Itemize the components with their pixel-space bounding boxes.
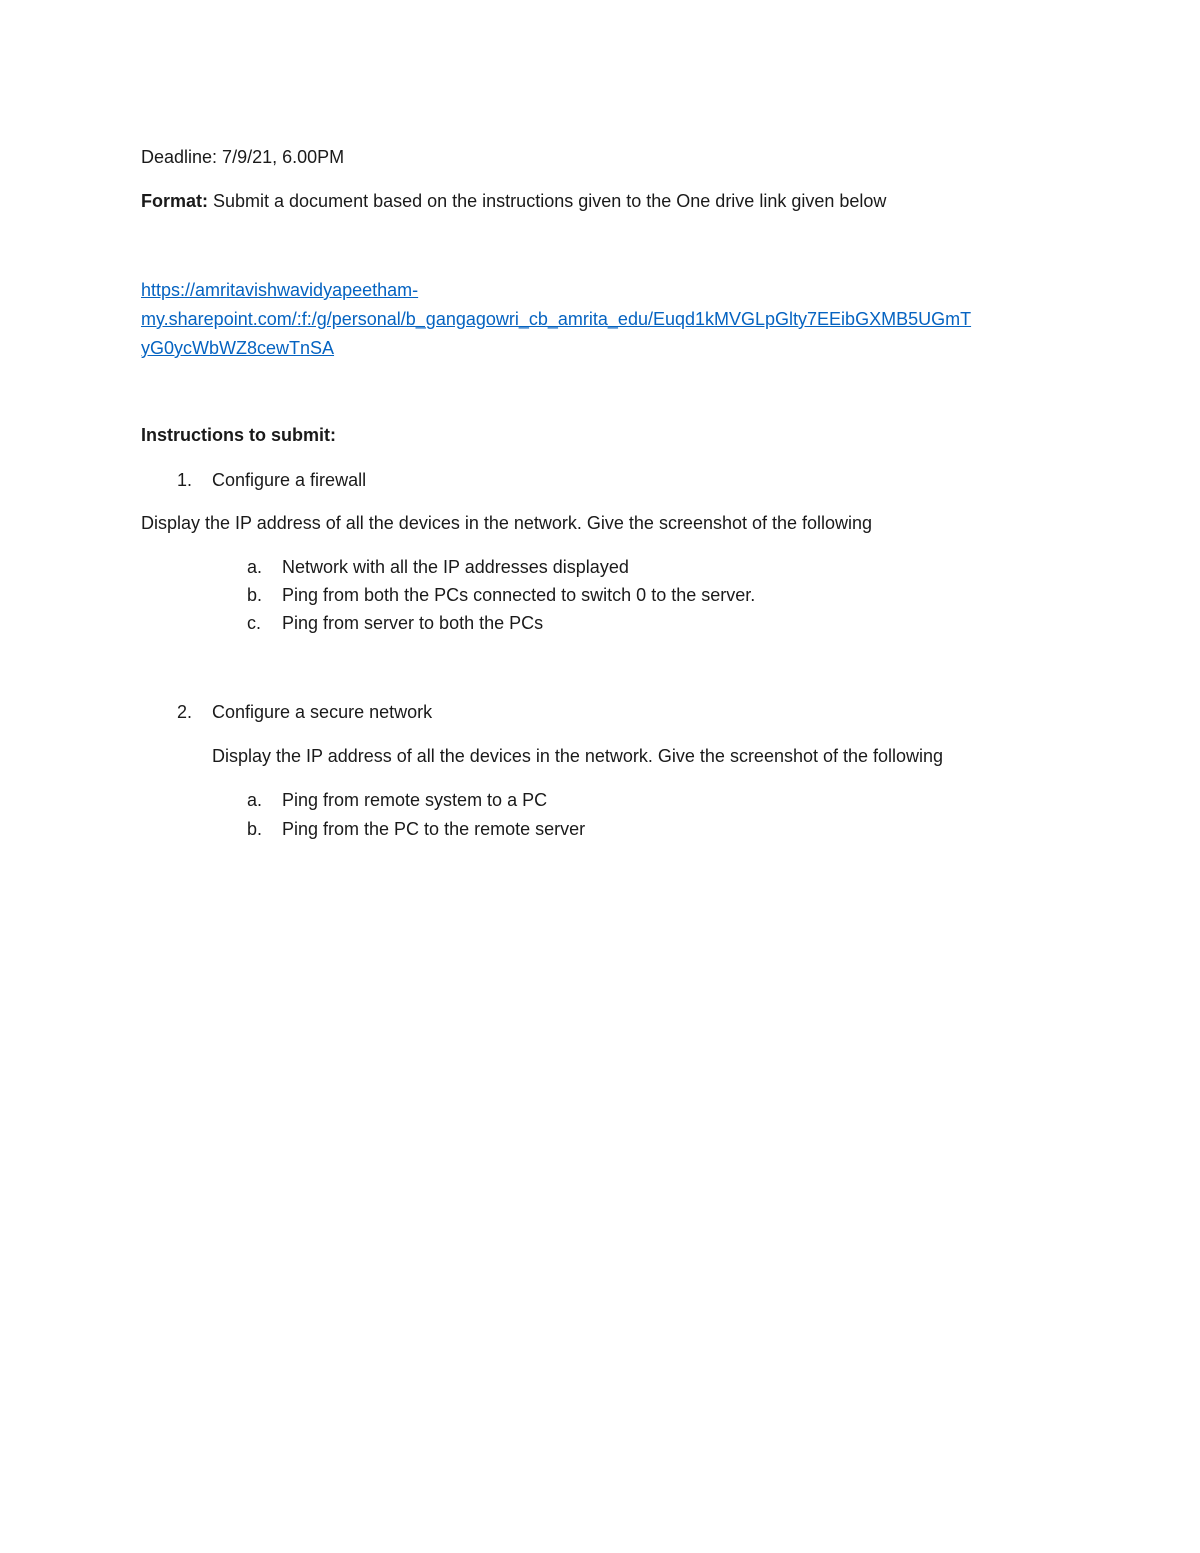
onedrive-link-line-1[interactable]: https://amritavishwavidyapeetham- <box>141 280 419 300</box>
list-item-marker: b. <box>247 585 263 605</box>
instructions-heading: Instructions to submit: <box>141 425 336 445</box>
onedrive-link-line-2[interactable]: my.sharepoint.com/:f:/g/personal/b_gangagowri_cb_amrita_edu/Euqd1kMVGLpGlty7EEibGXMB5UGmT <box>141 309 972 329</box>
list-item-marker: a. <box>247 790 263 810</box>
list-item-marker: a. <box>247 557 263 577</box>
onedrive-link-line-3[interactable]: yG0ycWbWZ8cewTnSA <box>141 338 335 358</box>
format-label: Format: <box>141 191 208 211</box>
list-item: Ping from server to both the PCs <box>282 613 544 633</box>
section-2-description: Display the IP address of all the devices in the network. Give the screenshot of the following <box>212 746 944 766</box>
list-item-marker: b. <box>247 819 263 839</box>
section-1-title: Configure a firewall <box>212 470 367 490</box>
section-1-description: Display the IP address of all the devices in the network. Give the screenshot of the following <box>141 513 873 533</box>
list-item-marker: c. <box>247 613 262 633</box>
section-1-number: 1. <box>177 470 193 490</box>
list-item: Ping from both the PCs connected to switch 0 to the server. <box>282 585 756 605</box>
section-2-title: Configure a secure network <box>212 702 433 722</box>
section-2-number: 2. <box>177 702 193 722</box>
list-item: Ping from remote system to a PC <box>282 790 548 810</box>
list-item: Ping from the PC to the remote server <box>282 819 586 839</box>
format-text: Submit a document based on the instructions given to the One drive link given below <box>208 191 887 211</box>
list-item: Network with all the IP addresses displayed <box>282 557 629 577</box>
deadline-text: Deadline: 7/9/21, 6.00PM <box>141 147 345 167</box>
format-line <box>141 190 886 213</box>
